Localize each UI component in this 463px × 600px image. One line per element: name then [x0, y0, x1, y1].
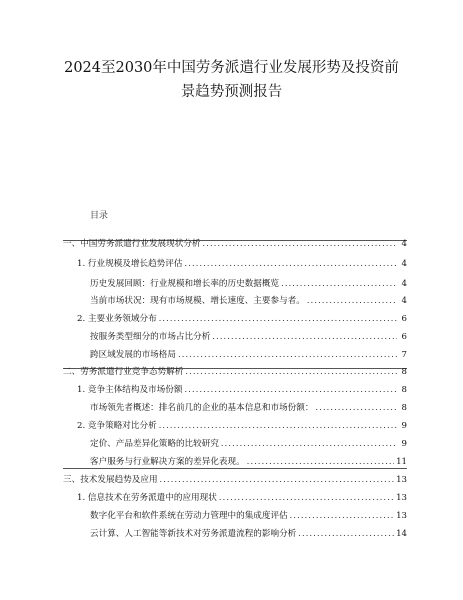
toc-leader-dots: [212, 330, 397, 344]
toc-leader-dots: [184, 257, 397, 271]
toc-entry-label: 1. 竞争主体结构及市场份额: [77, 385, 183, 395]
toc-entry[interactable]: [90, 527, 407, 541]
toc-entry[interactable]: [63, 473, 407, 487]
toc-entry-page: 6: [401, 332, 407, 342]
toc-entry[interactable]: [77, 257, 407, 271]
toc-entry-page: 9: [401, 439, 407, 449]
toc-entry-page: 4: [401, 296, 407, 306]
toc-heading: 目录: [90, 211, 109, 221]
toc-entry[interactable]: [90, 277, 407, 291]
toc-entry-page: 4: [401, 259, 407, 269]
toc-entry[interactable]: [63, 237, 407, 251]
toc-entry-label: 2. 竞争策略对比分析: [77, 421, 157, 431]
toc-entry-page: 11: [396, 457, 407, 467]
toc-entry[interactable]: [77, 312, 407, 326]
toc-entry-page: 6: [401, 314, 407, 324]
toc-leader-dots: [281, 277, 397, 291]
toc-entry-label: 市场领先者概述：排名前几的企业的基本信息和市场份额：: [90, 403, 314, 413]
toc-leader-dots: [185, 365, 397, 379]
toc-entry-page: 7: [401, 350, 407, 360]
toc-entry-label: 1. 信息技术在劳务派遣中的应用现状: [77, 493, 217, 503]
toc-entry-label: 定价、产品差异化策略的比较研究: [90, 439, 219, 449]
toc-entry-label: 历史发展回顾：行业规模和增长率的历史数据概览: [90, 279, 280, 289]
document-title-line-1: 2024至2030年中国劳务派遣行业发展形势及投资前: [64, 60, 399, 76]
toc-leader-dots: [159, 419, 397, 433]
toc-entry-label: 二、劳务派遣行业竞争态势解析: [63, 367, 184, 377]
toc-entry-page: 9: [401, 421, 407, 431]
toc-entry-page: 13: [396, 475, 407, 485]
toc-entry[interactable]: [63, 365, 407, 379]
toc-entry[interactable]: [90, 401, 407, 415]
toc-entry[interactable]: [90, 437, 407, 451]
toc-entry-page: 8: [401, 367, 407, 377]
toc-entry-page: 4: [401, 279, 407, 289]
toc-leader-dots: [290, 509, 394, 523]
toc-leader-dots: [178, 348, 397, 362]
toc-entry[interactable]: [77, 419, 407, 433]
toc-entry-page: 8: [401, 403, 407, 413]
toc-entry-label: 按服务类型细分的市场占比分析: [90, 332, 211, 342]
toc-entry[interactable]: [77, 383, 407, 397]
toc-leader-dots: [159, 312, 397, 326]
toc-entry-label: 一、中国劳务派遣行业发展现状分析: [63, 239, 201, 249]
toc-entry[interactable]: [90, 294, 407, 308]
toc-entry-label: 跨区域发展的市场格局: [90, 350, 176, 360]
toc-entry-label: 当前市场状况：现有市场规模、增长速度、主要参与者。: [90, 296, 305, 306]
toc-entry-label: 云计算、人工智能等新技术对劳务派遣流程的影响分析: [90, 529, 297, 539]
toc-entry[interactable]: [77, 491, 407, 505]
toc-leader-dots: [247, 455, 394, 469]
toc-entry[interactable]: [90, 348, 407, 362]
toc-entry-label: 2. 主要业务领域分布: [77, 314, 157, 324]
toc-leader-dots: [184, 383, 397, 397]
toc-entry-page: 13: [396, 511, 407, 521]
toc-leader-dots: [315, 401, 397, 415]
toc-leader-dots: [219, 491, 394, 505]
toc-entry-page: 8: [401, 385, 407, 395]
toc-leader-dots: [221, 437, 397, 451]
toc-entry-page: 4: [401, 239, 407, 249]
toc-entry-label: 数字化平台和软件系统在劳动力管理中的集成度评估: [90, 511, 288, 521]
toc-entry-label: 1. 行业规模及增长趋势评估: [77, 259, 183, 269]
toc-leader-dots: [307, 294, 397, 308]
document-title-line-2: 景趋势预测报告: [180, 84, 283, 100]
toc-entry-page: 14: [396, 529, 407, 539]
toc-entry-label: 三、技术发展趋势及应用: [63, 475, 158, 485]
toc-entry[interactable]: [90, 455, 407, 469]
toc-entry[interactable]: [90, 330, 407, 344]
toc-leader-dots: [160, 473, 395, 487]
toc-entry-label: 客户服务与行业解决方案的差异化表现。: [90, 457, 245, 467]
toc-entry[interactable]: [90, 509, 407, 523]
toc-entry-page: 13: [396, 493, 407, 503]
toc-leader-dots: [203, 237, 397, 251]
toc-leader-dots: [298, 527, 394, 541]
